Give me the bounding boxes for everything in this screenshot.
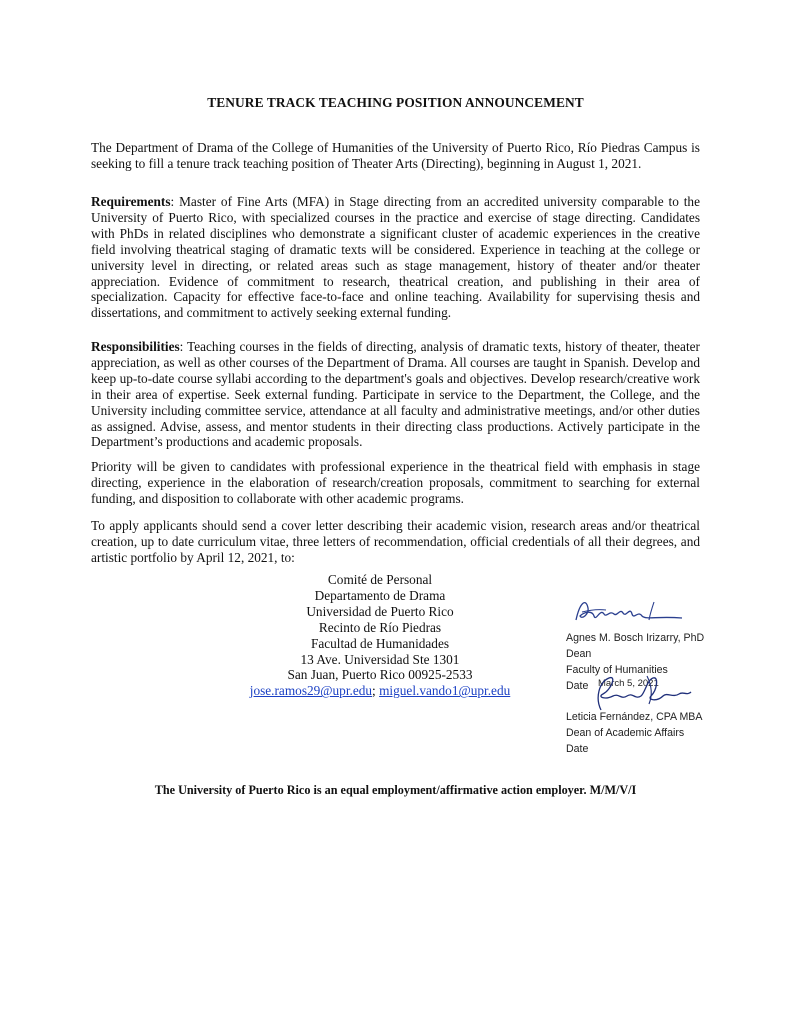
requirements-paragraph: [91, 194, 700, 321]
responsibilities-text: : Teaching courses in the fields of directing, analysis of dramatic texts, history of theater, theater appreciation, as well as other courses of the Department of Drama. All courses are taught in Spanish. Develop and keep up-to-date course syllabi according to the department's goals and objectives. Develop research/creative work in their area of expertise. Seek external funding. Participate in service to the Department, the College, and the University including committee service, attendance at all faculty and administrative meetings, and/or other duties as assigned. Advise, assess, and mentor students in their directing class productions. Actively participate in the Department’s productions and academic proposals.: [91, 339, 700, 450]
address-line: Recinto de Río Piedras: [318, 619, 442, 635]
signatory-1-unit: Faculty of Humanities: [566, 664, 668, 676]
eeo-footer: The University of Puerto Rico is an equal employment/affirmative action employer. M/M/V/I: [154, 783, 637, 797]
address-line: San Juan, Puerto Rico 00925-2533: [287, 667, 473, 683]
email-link-2[interactable]: miguel.vando1@upr.edu: [379, 683, 511, 699]
requirements-text: : Master of Fine Arts (MFA) in Stage directing from an accredited university comparable to the University of Puerto Rico, with specialized courses in the practice and exercise of stage directing. Candidates with PhDs in related disciplines who demonstrate a significant cluster of academic experiences in the creative field involving theatrical staging of dramatic texts will be considered. Experience in teaching at the college or university level in directing, or related areas such as stage management, history of theater and/or theater appreciation. Evidence of commitment to research, theatrical creation, and publishing in their area of specialization. Capacity for effective face-to-face and online teaching. Availability for supervising thesis and dissertations, and commitment to actively seeking external funding.: [91, 194, 700, 321]
address-line: 13 Ave. Universidad Ste 1301: [300, 651, 460, 667]
address-line: Facultad de Humanidades: [310, 635, 450, 651]
signatory-2-title: Dean of Academic Affairs: [566, 727, 685, 739]
signature-1: [570, 594, 690, 630]
address-line: Comité de Personal: [327, 572, 433, 587]
responsibilities-paragraph: [91, 339, 700, 450]
signatory-2-date-label: Date: [566, 743, 589, 755]
address-line: Universidad de Puerto Rico: [306, 603, 454, 619]
announcement-title: TENURE TRACK TEACHING POSITION ANNOUNCEMENT: [207, 95, 584, 110]
priority-paragraph: Priority will be given to candidates with professional experience in the theatrical field with emphasis in stage directing, experience in the elaboration of research/creation proposals, commitment to searching for external funding, and disposition to collaborate with other academic programs.: [91, 459, 700, 506]
responsibilities-label: Responsibilities: [91, 339, 180, 354]
mailing-address: [230, 572, 530, 699]
signatory-1-name: Agnes M. Bosch Irizarry, PhD: [566, 632, 705, 644]
email-separator: ;: [372, 683, 380, 699]
signatory-2-name: Leticia Fernández, CPA MBA: [566, 711, 703, 723]
handwritten-date: March 5, 2021: [598, 678, 659, 689]
intro-paragraph: The Department of Drama of the College of Humanities of the University of Puerto Rico, Río Piedras Campus is seeking to fill a tenure track teaching position of Theater Arts (Directing), beginning in August 1, 2021.: [91, 140, 700, 171]
requirements-label: Requirements: [91, 194, 171, 209]
signatory-1-date-label: Date: [566, 680, 589, 692]
email-link-1[interactable]: jose.ramos29@upr.edu: [249, 683, 373, 699]
signatory-1-title: Dean: [566, 648, 592, 660]
address-line: Departamento de Drama: [314, 587, 446, 603]
contact-emails: [230, 683, 530, 699]
apply-paragraph: To apply applicants should send a cover letter describing their academic vision, research areas and/or theatrical creation, up to date curriculum vitae, three letters of recommendation, official credentials of all their degrees, and artistic portfolio by April 12, 2021, to:: [91, 518, 700, 565]
signatory-2-block: [566, 709, 702, 757]
